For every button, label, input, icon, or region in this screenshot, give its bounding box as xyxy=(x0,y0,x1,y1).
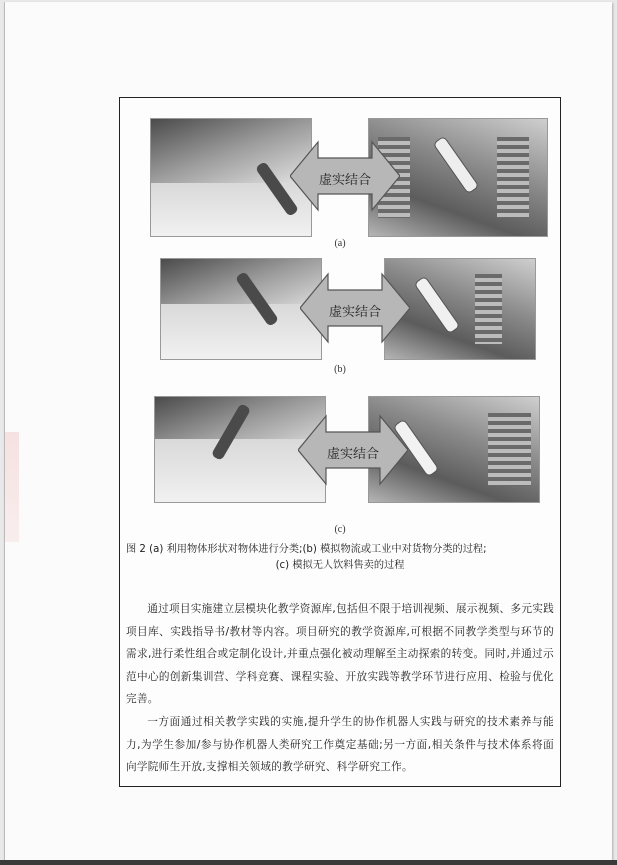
content-frame xyxy=(119,97,561,787)
panel-label-a: (a) xyxy=(334,238,346,249)
panel-label-b: (b) xyxy=(334,364,346,375)
paragraph-1: 通过项目实施建立层模块化教学资源库,包括但不限于培训视频、展示视频、多元实践项目库、实践指导书/教材等内容。项目研究的教学资源库,可根据不同教学类型与环节的需求,进行柔性组合或定制化设计,并重点强化被动理解至主动探索的转变。同时,并通过示范中心的创新集训营、学科竞赛、课程实验、开放实践等教学环节进行应用、检验与优化完善。 xyxy=(126,603,554,706)
caption-line-2: (c) 模拟无人饮料售卖的过程 xyxy=(275,560,405,571)
virtual-sim-image-b xyxy=(160,258,322,360)
panel-label-c: (c) xyxy=(334,524,346,535)
arrow-label: 虚实结合 xyxy=(326,447,379,462)
paragraph-2: 一方面通过相关教学实践的实施,提升学生的协作机器人实践与研究的技术素养与能力,为学生参加/参与协作机器人类研究工作奠定基础;另一方面,相关条件与技术体系将面向学院师生开放,支撑相关领域的教学研究、科学研究工作。 xyxy=(126,715,554,774)
caption-line-1: 图 2 (a) 利用物体形状对物体进行分类;(b) 模拟物流或工业中对货物分类的过程; xyxy=(126,544,487,555)
arrow-label: 虚实结合 xyxy=(318,173,371,188)
arrow-label: 虚实结合 xyxy=(328,305,381,320)
figure-panel-b xyxy=(120,258,560,384)
bottom-edge-bar xyxy=(0,860,617,865)
document-page xyxy=(4,2,612,860)
virtual-sim-image-a xyxy=(150,118,312,237)
figure-caption xyxy=(126,542,554,574)
stamp-edge-mark xyxy=(5,432,19,542)
figure-panel-a xyxy=(120,118,560,248)
body-text xyxy=(126,598,554,779)
figure-panel-c xyxy=(120,396,560,536)
